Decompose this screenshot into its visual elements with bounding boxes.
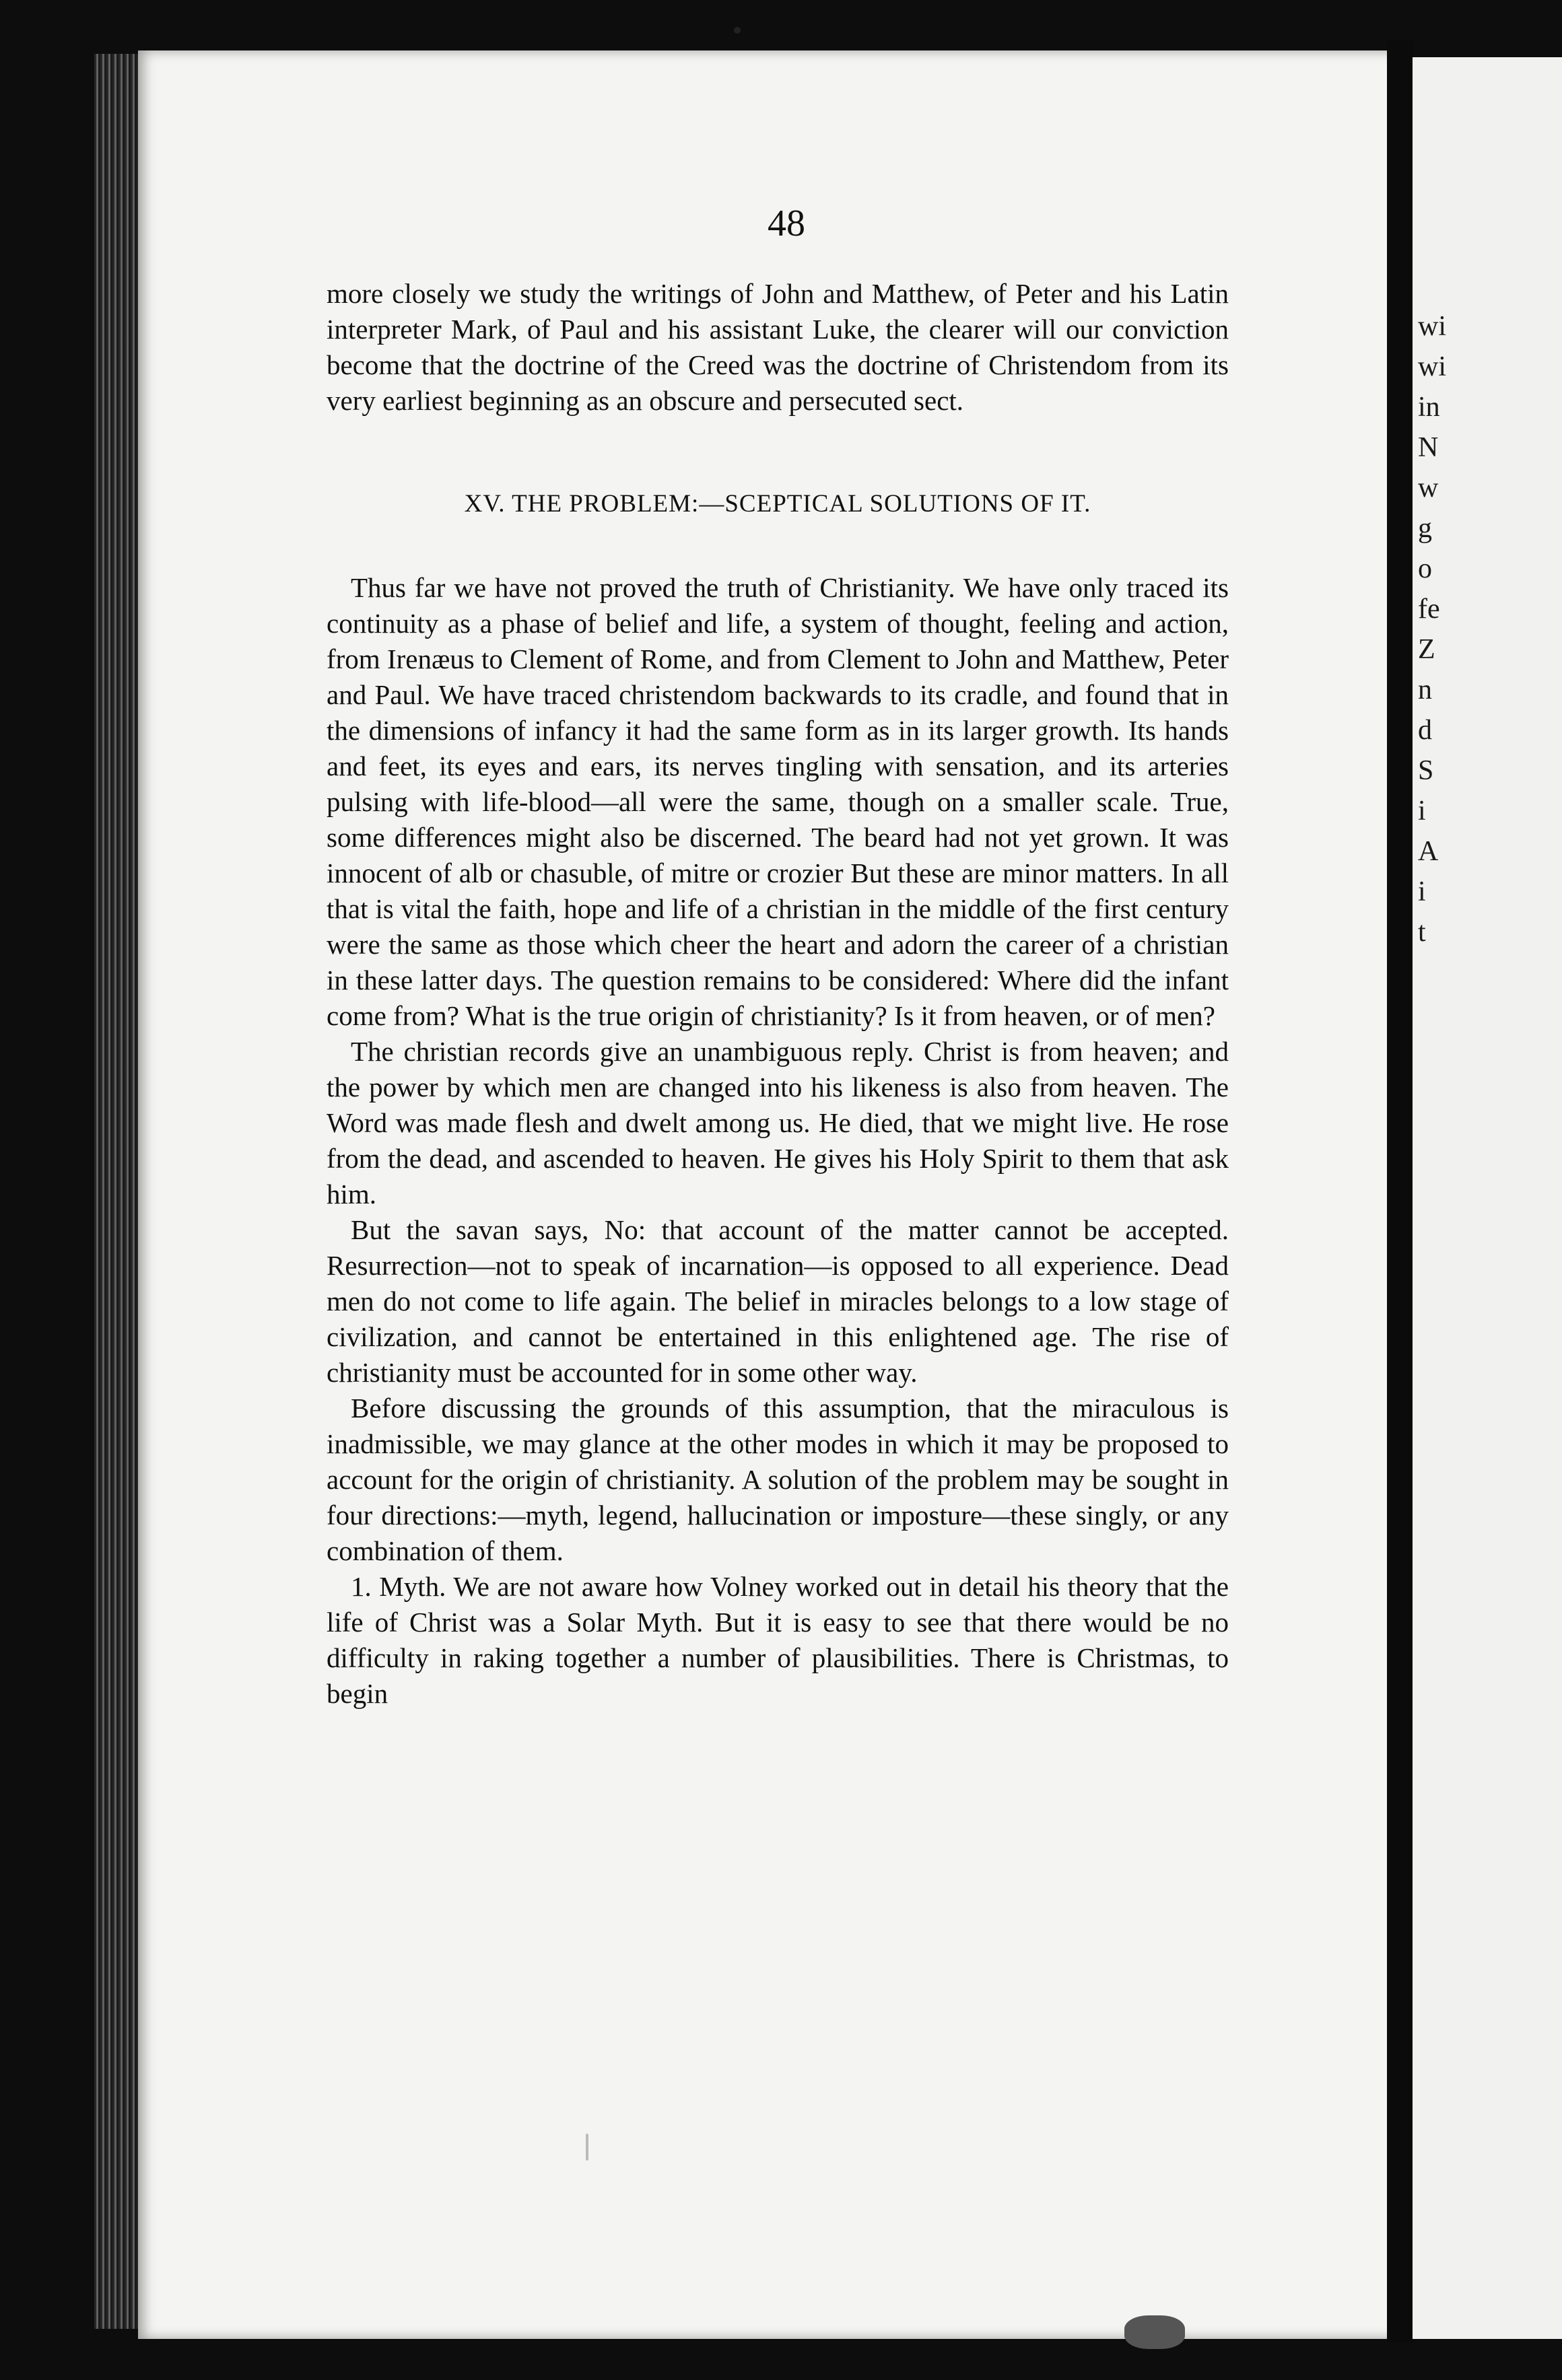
body-paragraph: Thus far we have not proved the truth of Christianity. We have only traced its continuity as a phase of belief and life, a system of thought, feeling and action, from Irenæus to Clement of Rome, and from Clement to John and Matthew, Peter and Paul. We have traced christendom backwards to its cradle, and found that in the dimensions of infancy it had the same form as in its larger growth. Its hands and feet, its eyes and ears, its nerves tingling with sensation, and its arteries pulsing with life-blood—all were the same, though on a smaller scale. True, some differences might also be discerned. The beard had not yet grown. It was innocent of alb or chasuble, of mitre or crozier But these are minor matters. In all that is vital the faith, hope and life of a christian in the middle of the first century were the same as those which cheer the heart and adorn the career of a christian in these latter days. The question remains to be considered: Where did the infant come from? What is the true origin of christianity? Is it from heaven, or of men? xyxy=(327,572,1229,1031)
scan-speck xyxy=(1124,2315,1185,2349)
opening-paragraph: more closely we study the writings of John and Matthew, of Peter and his Latin interpreter Mark, of Paul and his assistant Luke, the clearer will our conviction become that the doctrine of the Creed was the doctrine of Christendom from its very earliest beginning as an obscure and persecuted sect. xyxy=(327,278,1229,416)
facing-fragment: in xyxy=(1418,392,1440,423)
page-gutter xyxy=(1387,40,1414,2342)
facing-fragment: o xyxy=(1418,553,1432,584)
facing-fragment: wi xyxy=(1418,351,1446,382)
body-paragraph: The christian records give an unambiguous reply. Christ is from heaven; and the power by which men are changed into his likeness is also from heaven. The Word was made flesh and dwelt among us. He died, that we might live. He rose from the dead, and ascended to heaven. He gives his Holy Spirit to them that ask him. xyxy=(327,1036,1229,1210)
body-paragraph: 1. Myth. We are not aware how Volney worked out in detail his theory that the life of Christ was a Solar Myth. But it is easy to see that there would be no difficulty in raking together a number of plausibilities. There is Christmas, to begin xyxy=(327,1571,1229,1709)
facing-fragment: w xyxy=(1418,473,1439,503)
facing-page xyxy=(1413,57,1562,2339)
facing-fragment: n xyxy=(1418,674,1432,705)
facing-fragment: i xyxy=(1418,876,1426,907)
body-paragraph: Before discussing the grounds of this assumption, that the miraculous is inadmissible, we may glance at the other modes in which it may be proposed to account for the origin of christianity. A solution of the problem may be sought in four directions:—myth, legend, hallucination or imposture—these singly, or any combination of them. xyxy=(327,1393,1229,1566)
facing-fragment: wi xyxy=(1418,311,1446,342)
page-text xyxy=(327,276,1229,1712)
facing-fragment: i xyxy=(1418,796,1426,827)
scan-speck xyxy=(586,2134,588,2161)
facing-fragment: fe xyxy=(1418,594,1440,625)
facing-fragment: t xyxy=(1418,917,1426,948)
facing-fragment: Z xyxy=(1418,634,1435,665)
body-paragraph: But the savan says, No: that account of the matter cannot be accepted. Resurrection—not to speak of incarnation—is opposed to all experience. Dead men do not come to life again. The belief in miracles belongs to a low stage of civilization, and cannot be entertained in this enlightened age. The rise of christianity must be accounted for in some other way. xyxy=(327,1214,1229,1388)
scan-speck xyxy=(734,27,741,34)
page-number: 48 xyxy=(768,203,805,244)
facing-fragment: A xyxy=(1418,836,1439,867)
facing-fragment: d xyxy=(1418,715,1432,746)
section-heading: XV. THE PROBLEM:—SCEPTICAL SOLUTIONS OF IT. xyxy=(464,490,1091,518)
facing-fragment: N xyxy=(1418,432,1439,463)
book-spine-edge xyxy=(94,54,141,2329)
facing-fragment: g xyxy=(1418,513,1432,544)
facing-page-fragments xyxy=(1413,306,1446,952)
facing-fragment: S xyxy=(1418,755,1434,786)
